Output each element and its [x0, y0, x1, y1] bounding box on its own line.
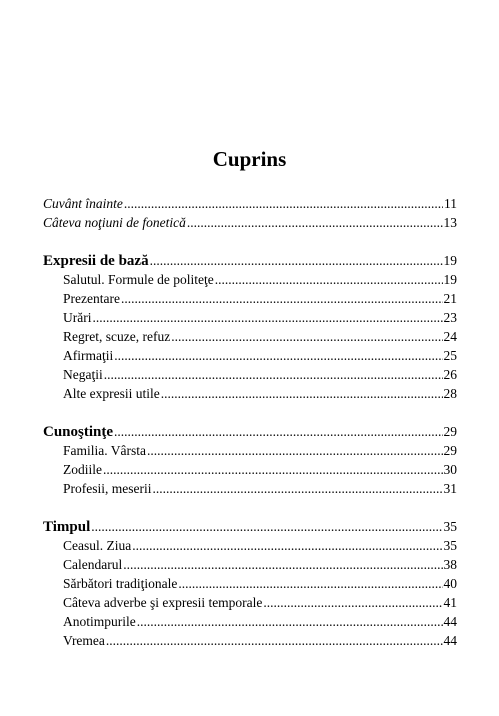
dot-leader	[106, 631, 443, 650]
toc-entry-label: Profesii, meserii	[63, 481, 152, 496]
toc-page-number: 41	[443, 595, 457, 610]
toc-entry-label: Salutul. Formule de politeţe	[63, 272, 214, 287]
toc-entry-label: Sărbători tradiţionale	[63, 576, 178, 591]
toc-page-number: 19	[443, 253, 457, 268]
dot-leader	[114, 422, 442, 442]
toc-entry-phonetics[interactable]	[43, 213, 457, 232]
toc-page-number: 26	[443, 367, 457, 382]
toc-page-number: 24	[443, 329, 457, 344]
toc-entry-intro[interactable]	[43, 194, 457, 213]
toc-page-number: 44	[443, 633, 457, 648]
toc-section-timpul[interactable]	[43, 517, 457, 536]
toc-section-expresii[interactable]	[43, 251, 457, 270]
toc-entry-label: Anotimpurile	[63, 614, 136, 629]
toc-page-number: 35	[443, 538, 457, 553]
toc-page-number: 44	[443, 614, 457, 629]
toc-page-number: 23	[443, 310, 457, 325]
toc-page-number: 40	[443, 576, 457, 591]
toc-entry-label: Alte expresii utile	[63, 386, 160, 401]
toc-entry-label: Câteva adverbe şi expresii temporale	[63, 595, 263, 610]
table-of-contents	[43, 194, 457, 650]
dot-leader	[124, 194, 443, 213]
toc-page-number: 25	[443, 348, 457, 363]
toc-entry-label: Regret, scuze, refuz	[63, 329, 171, 344]
toc-entry-label: Familia. Vârsta	[63, 443, 146, 458]
dot-leader	[187, 213, 443, 232]
toc-page-number: 29	[443, 443, 457, 458]
toc-entry-label: Afirmaţii	[63, 348, 114, 363]
dot-leader	[123, 555, 442, 574]
dot-leader	[147, 441, 443, 460]
toc-entry-label: Vremea	[63, 633, 105, 648]
dot-leader	[91, 517, 442, 537]
toc-entry-label: Ceasul. Ziua	[63, 538, 132, 553]
toc-section-label: Expresii de bază	[43, 253, 149, 269]
toc-entry[interactable]	[43, 555, 457, 574]
dot-leader	[215, 270, 443, 289]
toc-entry[interactable]	[43, 479, 457, 498]
toc-entry[interactable]	[43, 536, 457, 555]
toc-entry[interactable]	[43, 270, 457, 289]
toc-entry[interactable]	[43, 289, 457, 308]
dot-leader	[103, 460, 443, 479]
dot-leader	[121, 289, 443, 308]
toc-entry[interactable]	[43, 631, 457, 650]
dot-leader	[137, 612, 443, 631]
toc-entry-label: Prezentare	[63, 291, 120, 306]
toc-entry[interactable]	[43, 346, 457, 365]
dot-leader	[92, 308, 442, 327]
toc-entry-label: Cuvânt înainte	[43, 196, 123, 211]
toc-page-number: 11	[444, 196, 457, 211]
dot-leader	[104, 365, 443, 384]
toc-entry[interactable]	[43, 574, 457, 593]
dot-leader	[114, 346, 442, 365]
toc-section-label: Cunoştinţe	[43, 424, 114, 440]
toc-page-number: 31	[443, 481, 457, 496]
dot-leader	[161, 384, 443, 403]
toc-page-number: 19	[443, 272, 457, 287]
dot-leader	[263, 593, 442, 612]
toc-entry[interactable]	[43, 365, 457, 384]
toc-page-number: 29	[443, 424, 457, 439]
page-title: Cuprins	[212, 147, 287, 171]
toc-entry[interactable]	[43, 384, 457, 403]
toc-page-number: 13	[443, 215, 457, 230]
toc-entry[interactable]	[43, 460, 457, 479]
toc-page-number: 35	[443, 519, 457, 534]
toc-page-number: 30	[443, 462, 457, 477]
toc-entry[interactable]	[43, 441, 457, 460]
toc-page-number: 28	[443, 386, 457, 401]
toc-entry-label: Negaţii	[63, 367, 103, 382]
toc-entry[interactable]	[43, 612, 457, 631]
dot-leader	[171, 327, 442, 346]
toc-entry[interactable]	[43, 593, 457, 612]
toc-section-label: Timpul	[43, 519, 91, 535]
dot-leader	[132, 536, 442, 555]
dot-leader	[150, 251, 443, 271]
dot-leader	[152, 479, 442, 498]
toc-entry-label: Urări	[63, 310, 92, 325]
toc-entry-label: Calendarul	[63, 557, 123, 572]
toc-entry-label: Zodiile	[63, 462, 102, 477]
toc-page-number: 21	[443, 291, 457, 306]
dot-leader	[178, 574, 442, 593]
toc-entry-label: Câteva noţiuni de fonetică	[43, 215, 186, 230]
toc-section-cunostinte[interactable]	[43, 422, 457, 441]
toc-entry[interactable]	[43, 327, 457, 346]
toc-entry[interactable]	[43, 308, 457, 327]
toc-page-number: 38	[443, 557, 457, 572]
